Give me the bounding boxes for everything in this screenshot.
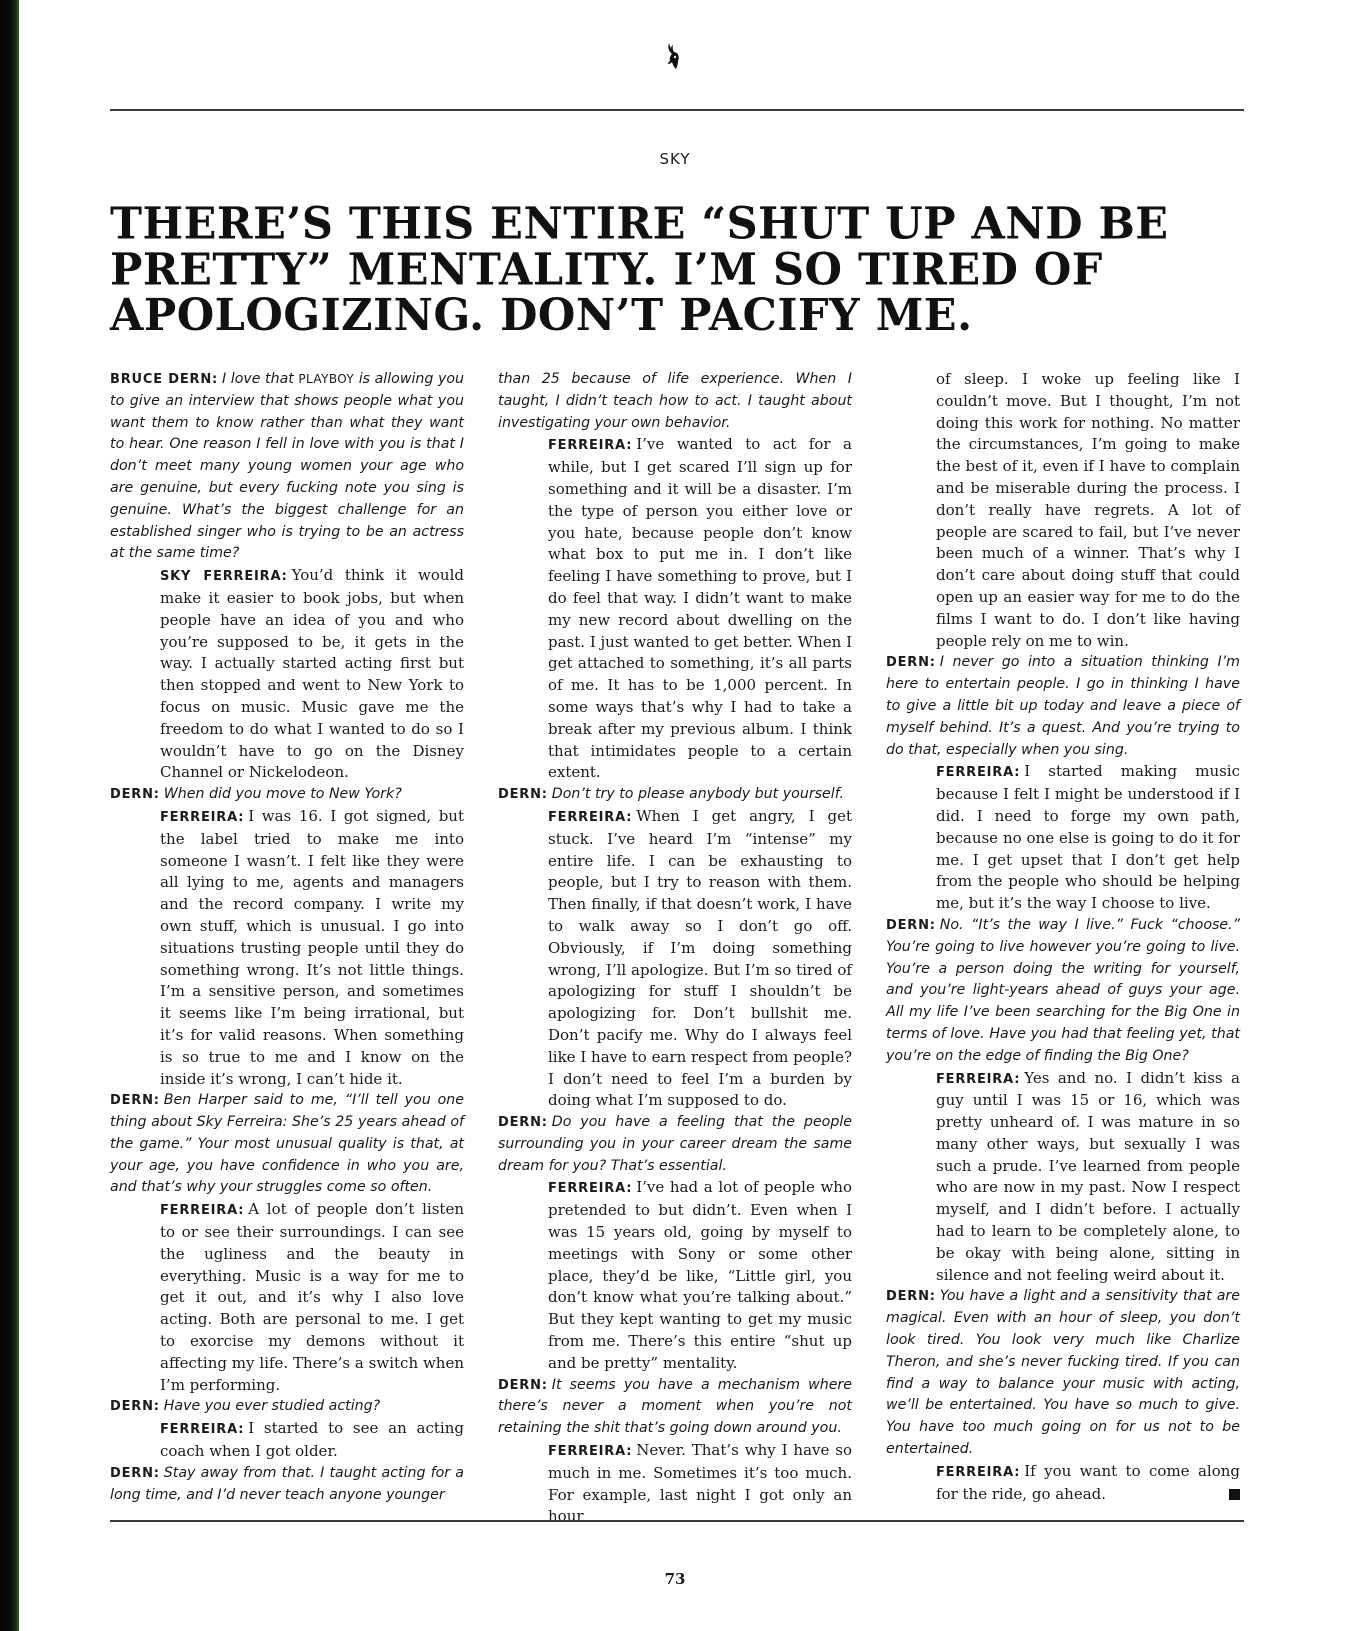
speaker-label: FERREIRA: — [160, 809, 245, 825]
question: DERN: When did you move to New York? — [110, 786, 402, 803]
answer: FERREIRA: I’ve wanted to act for a while, but I get scared I’ll sign up for something and it will be a disaster. I’m the type of person you either love or you hate, because people don’t know what box to put me in. I don’t like feeling I have something to prove, but I do feel that way. I didn’t want to make my new record about dwelling on the past. I just wanted to get better. When I get attached to something, it’s all parts of me. It has to be 1,000 percent. In some ways that’s why I had to take a break after my previous album. I think that intimidates people to a certain extent. — [548, 435, 852, 782]
question: DERN: Ben Harper said to me, “I’ll tell you one thing about Sky Ferreira: She’s 25 years ahead of the game.” Your most unusual quality is that, at your age, you have confidence in who you are, and that’s why your struggles come so often. — [110, 1092, 464, 1196]
question: DERN: It seems you have a mechanism where there’s never a moment when you’re not retaining the shit that’s going down around you. — [498, 1376, 852, 1437]
speaker-label: FERREIRA: — [548, 1181, 633, 1197]
section-label: SKY — [659, 150, 691, 168]
speaker-label: DERN: — [110, 1399, 160, 1415]
question: BRUCE DERN: I love that PLAYBOY is allowing you to give an interview that shows people what you want them to know rather than what they want to hear. One reason I fell in love with you is that I don’t meet many young women your age who are genuine, but every fucking note you sing is genuine. What’s the biggest challenge for an established singer who is trying to be an actress at the same time? — [110, 371, 465, 562]
speaker-label: FERREIRA: — [160, 1422, 245, 1438]
question: DERN: Do you have a feeling that the people surrounding you in your career dream the same dream for you? That’s essential. — [498, 1114, 852, 1174]
speaker-label: DERN: — [886, 655, 936, 671]
speaker-label: SKY FERREIRA: — [160, 569, 288, 585]
answer: FERREIRA: I was 16. I got signed, but the label tried to make me into someone I wasn’t. I felt like they were all lying to me, agents and managers and the record company. I write my own stuff, which is unusual. I go into situations trusting people until they do something wrong. It’s not little things. I’m a sensitive person, and sometimes it seems like I’m being irrational, but it’s for valid reasons. When something is so true to me and I know on the inside it’s wrong, I can’t hide it. — [160, 806, 464, 1088]
speaker-label: FERREIRA: — [548, 1444, 633, 1460]
question: DERN: You have a light and a sensitivity that are magical. Even with an hour of sleep, you don’t look tired. You look very much like Charlize Theron, and she’s never fucking tired. If you can find a way to balance your music with acting, we’ll be entertained. You have so much to give. You have too much going on for us not to be entertained. — [886, 1288, 1240, 1458]
question-continued: than 25 because of life experience. When I taught, I didn’t teach how to act. I taught about investigating your own behavior. — [498, 371, 852, 431]
page-number: 73 — [664, 1570, 686, 1588]
speaker-label: FERREIRA: — [160, 1203, 245, 1219]
answer: FERREIRA: Yes and no. I didn’t kiss a guy until I was 15 or 16, which was pretty unheard of. I was mature in so many other ways, but sexually I was such a prude. I’ve learned from people who are now in my past. Now I respect myself, and I didn’t before. I actually had to learn to be completely alone, to be okay with being alone, sitting in silence and not feeling weird about it. — [936, 1068, 1240, 1284]
answer: FERREIRA: I started making music because I felt I might be understood if I did. I need to forge my own path, because no one else is going to do it for me. I get upset that I don’t get help from the people who should be helping me, but it’s the way I choose to live. — [936, 762, 1240, 913]
question: DERN: Don’t try to please anybody but yourself. — [498, 786, 844, 803]
answer: FERREIRA: Never. That’s why I have so much in me. Sometimes it’s too much. For example, last night I got only an hour — [548, 1441, 852, 1526]
answer-continued: of sleep. I woke up feeling like I couldn’t move. But I thought, I’m not doing this work for nothing. No matter the circumstances, I’m going to make the best of it, even if I have to complain and be miserable during the process. I don’t really have regrets. A lot of people are scared to fail, but I’ve never been much of a winner. That’s why I don’t care about doing stuff that could open up an easier way for me to do the films I want to do. I don’t like having people rely on me to win. — [936, 370, 1240, 650]
speaker-label: DERN: — [110, 787, 160, 803]
page-edge-photo-strip — [0, 0, 19, 1631]
speaker-label: FERREIRA: — [548, 809, 633, 825]
bunny-icon — [660, 40, 690, 72]
footer-rule — [110, 1520, 1244, 1522]
speaker-label: DERN: — [498, 787, 548, 803]
speaker-label: BRUCE DERN: — [110, 372, 219, 387]
speaker-label: DERN: — [498, 1377, 548, 1393]
speaker-label: DERN: — [886, 1289, 936, 1305]
speaker-label: FERREIRA: — [548, 438, 633, 454]
article-column-3 — [886, 369, 1240, 1505]
brand-name: PLAYBOY — [298, 372, 355, 386]
article-column-1 — [110, 369, 464, 1506]
speaker-label: DERN: — [110, 1465, 160, 1481]
speaker-label: FERREIRA: — [936, 1071, 1021, 1087]
header-rule — [110, 109, 1244, 111]
speaker-label: FERREIRA: — [936, 1464, 1021, 1480]
answer: FERREIRA: I started to see an acting coach when I got older. — [160, 1419, 464, 1461]
answer: FERREIRA: I’ve had a lot of people who pretended to but didn’t. Even when I was 15 years old, going by myself to meetings with Sony or some other place, they’d be like, “Little girl, you don’t know what you’re talking about.” But they kept wanting to get my music from me. There’s this entire “shut up and be pretty” mentality. — [548, 1178, 852, 1372]
article-column-2 — [498, 369, 852, 1528]
speaker-label: DERN: — [110, 1093, 160, 1109]
question: DERN: Have you ever studied acting? — [110, 1398, 381, 1415]
answer: FERREIRA: When I get angry, I get stuck. I’ve heard I’m “intense” my entire life. I can be exhausting to people, but I try to reason with them. Then finally, if that doesn’t work, I have to walk away so I don’t go off. Obviously, if I’m doing something wrong, I’ll apologize. But I’m so tired of apologizing for stuff I shouldn’t be apologizing for. Don’t bullshit me. Don’t pacify me. Why do I always feel like I have to earn respect from people? I don’t need to feel I’m a burden by doing what I’m supposed to do. — [548, 806, 852, 1110]
speaker-label: FERREIRA: — [936, 765, 1021, 781]
answer: SKY FERREIRA: You’d think it would make it easier to book jobs, but when people have an idea of you and who you’re supposed to be, it gets in the way. I actually started acting first but then stopped and went to New York to focus on music. Music gave me the freedom to do what I wanted to do so I wouldn’t have to go on the Disney Channel or Nickelodeon. — [160, 566, 464, 782]
answer: FERREIRA: If you want to come along for the ride, go ahead. — [936, 1461, 1240, 1503]
end-mark-icon — [1229, 1489, 1240, 1500]
question: DERN: No. “It’s the way I live.” Fuck “choose.” You’re going to live however you’re going to live. You’re a person doing the writing for yourself, and you’re light-years ahead of guys your age. All my life I’ve been searching for the Big One in terms of love. Have you had that feeling yet, that you’re on the edge of finding the Big One? — [886, 916, 1240, 1064]
speaker-label: DERN: — [886, 917, 936, 933]
question: DERN: I never go into a situation thinking I’m here to entertain people. I go in thinking I have to give a little bit up today and leave a piece of myself behind. It’s a quest. And you’re trying to do that, especially when you sing. — [886, 654, 1240, 758]
answer: FERREIRA: A lot of people don’t listen to or see their surroundings. I can see the ugliness and the beauty in everything. Music is a way for me to get it out, and it’s why I also love acting. Both are personal to me. I get to exorcise my demons without it affecting my life. There’s a switch when I’m performing. — [160, 1200, 464, 1394]
question: DERN: Stay away from that. I taught acting for a long time, and I’d never teach anyone younger — [110, 1464, 464, 1503]
speaker-label: DERN: — [498, 1115, 548, 1131]
pull-quote-headline: THERE’S THIS ENTIRE “SHUT UP AND BE PRETTY” MENTALITY. I’M SO TIRED OF APOLOGIZING. DON’T PACIFY ME. — [110, 198, 1169, 342]
